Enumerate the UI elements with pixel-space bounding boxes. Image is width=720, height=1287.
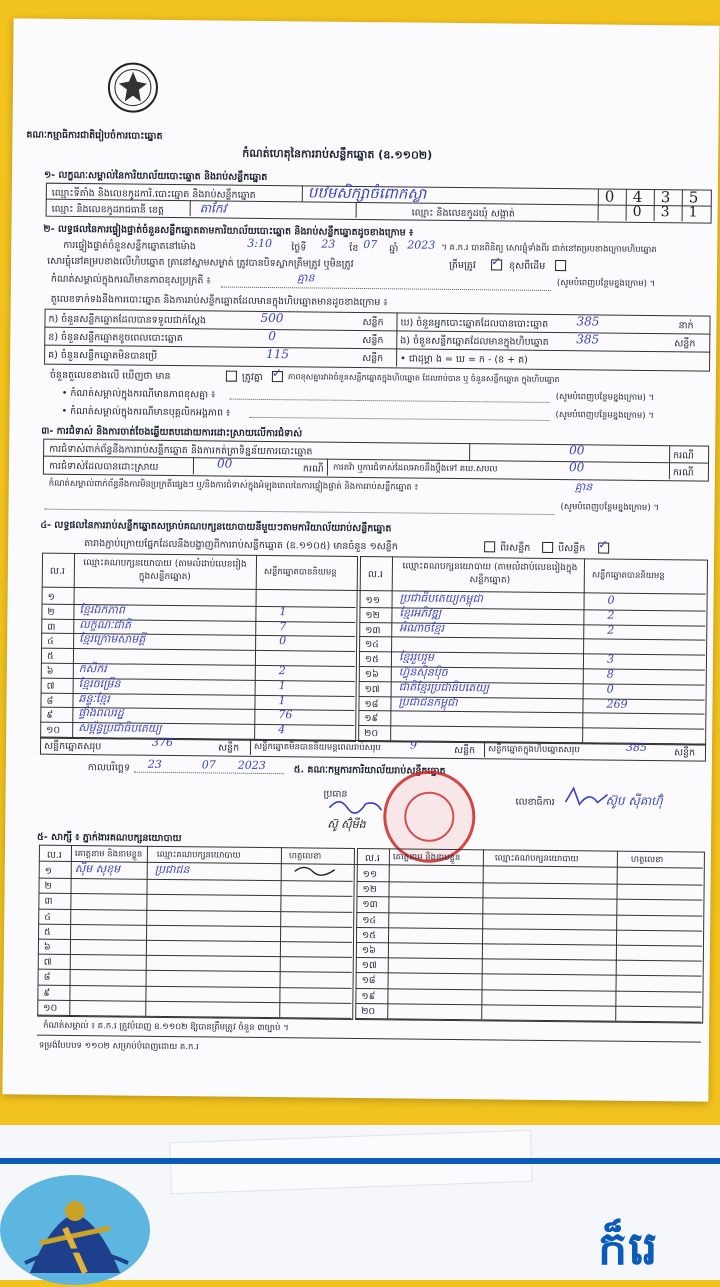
party-row-votes: 269 <box>606 697 628 711</box>
party-row-votes: 8 <box>606 667 614 681</box>
discrepancy-text: ចំនួនតួលេខខាងលើ ឃើញថា មាន <box>49 369 171 382</box>
one-sheet-checkbox[interactable] <box>484 541 495 552</box>
table-divider <box>484 741 485 757</box>
party-row-no: ១៣ <box>365 624 381 636</box>
year-label: ឆ្នាំ <box>389 243 399 255</box>
w-col-no: ល.រ <box>46 849 63 861</box>
unused-ballots-unit: សន្លឹក <box>362 353 384 365</box>
unused-ballots-label: គ) ចំនួនសន្លឹកឆ្នោតមិនបានប្រើ <box>48 349 158 362</box>
date-month: 07 <box>201 758 216 772</box>
commune-label: ឈ្មោះ និងលេខកូដឃុំ សង្កាត់ <box>411 207 515 220</box>
party-row-party: ឆន្ទៈខ្មែរ <box>78 691 110 705</box>
table-divider <box>469 443 470 460</box>
chair-name: ស៊ូ ស៊ុំមីង <box>327 817 366 832</box>
checkmark-icon: ✓ <box>271 366 283 381</box>
party-row-no: ១៤ <box>365 639 380 651</box>
witness-row-no: ១៥ <box>362 929 377 941</box>
secretary-signature <box>561 784 611 811</box>
section1-heading: ១- លក្ខណៈសម្គាល់នៃការិយាល័យបោះឆ្នោត និងរាប់សន្លឹកឆ្នោត <box>43 169 268 183</box>
party-row-votes: 0 <box>607 593 615 607</box>
witness-signature <box>291 861 341 878</box>
day-value: 23 <box>321 237 336 251</box>
party-row-votes: 4 <box>278 723 286 737</box>
party-row-party: ហ៊្វុនស៊ិនប៉ិច <box>398 665 448 679</box>
spoiled-ballots-unit: សន្លឹក <box>362 335 384 347</box>
resolved-label: ការជំទាស់ដែលបានដោះស្រាយ <box>48 460 159 473</box>
resolved-value: 00 <box>216 456 233 471</box>
section5-heading: ៥- សាក្សី ៖ ភ្នាក់ងារគណបក្សនយោបាយ <box>37 831 182 845</box>
party-row-party: អំណាចខ្មែរ <box>399 620 445 635</box>
province-value: តាកែវ <box>199 201 227 216</box>
w-col-party-right: ឈ្មោះគណបក្សនយោបាយ <box>494 853 579 865</box>
witness-row-no: ១៣ <box>362 899 378 911</box>
party-row-no: ៥ <box>46 650 54 662</box>
ballots-in-box-value: 385 <box>576 332 600 347</box>
w-col-name-right: គោត្តនាម និងនាមខ្លួន <box>392 852 461 864</box>
party-row-votes: 2 <box>278 664 286 678</box>
spoiled-ballots-value: 0 <box>268 329 277 344</box>
code-digit-1: 0 <box>604 187 615 206</box>
party-row-party: ខ្មែរចម្រើន <box>78 676 121 691</box>
w-col-name: គោត្តនាម និងនាមខ្លួន <box>74 849 143 860</box>
w-col-no-right: ល.រ <box>364 853 381 865</box>
two-sheets-checkbox[interactable] <box>542 542 553 553</box>
total-invalid-label: សន្លឹកឆ្នោតមិនបាននិយមន្តពេលរាប់សរុប <box>253 741 381 754</box>
total-box-unit: សន្លឹក <box>673 747 696 759</box>
party-row-no: ១ <box>47 591 55 603</box>
irregularities-value: គ្មាន <box>574 480 593 494</box>
col-party-header-right: ឈ្មោះគណបក្សនយោបាយ (តាមលំដាប់លេខរៀងក្នុងសន្លឹកឆ្នោត) <box>402 561 578 586</box>
province-label: ឈ្មោះ និងលេខកូដរាជធានី ខេត្ត <box>51 203 164 216</box>
ballots-in-box-unit: សន្លឹក <box>674 338 696 350</box>
total-box-value: 385 <box>625 740 648 755</box>
party-row-no: ៣ <box>47 621 56 633</box>
total-invalid-unit: សន្លឹក <box>453 744 476 757</box>
table-divider <box>302 185 303 201</box>
two-sheets-label: ពីរសន្លឹក <box>500 542 531 554</box>
month-value: 07 <box>363 238 378 252</box>
party-row-votes: 76 <box>278 708 293 722</box>
discrepancy-note-label: • កំណត់សម្គាល់ក្នុងករណីមានភាពខុសគ្នា ៖ <box>61 387 216 401</box>
witness-row-no: ១៤ <box>362 914 377 926</box>
three-sheets-label: បីសន្លឹក <box>558 543 586 555</box>
voters-value: 385 <box>576 314 600 329</box>
fill-note: (សូមបំពេញបន្ថែមខ្នងក្រោម) ។ <box>556 278 656 290</box>
location-value: បឋមសិក្សាចំពោកស្លា <box>307 183 427 203</box>
party-row-no: ១៩ <box>364 713 379 725</box>
party-row-party: ខ្មែរឯកភាព <box>79 602 125 617</box>
table-divider <box>356 202 357 218</box>
voters-unit: នាក់ <box>678 320 694 332</box>
voters-label: ឃ) ចំនួនអ្នកបោះឆ្នោតដែលបានបោះឆ្នោត <box>400 317 549 330</box>
date-year: 2023 <box>237 758 266 773</box>
code-digit-3: 3 <box>660 188 671 207</box>
received-ballots-unit: សន្លឹក <box>362 317 384 329</box>
not-ok-label: ខុសពីដើម <box>509 260 546 272</box>
witness-row-no: ៥ <box>44 926 51 938</box>
witness-row-no: ២០ <box>361 1005 376 1017</box>
figures-heading: តួលេខទាក់ទងនឹងការបោះឆ្នោត និងការរាប់សន្លឹកឆ្នោតដែលមានក្នុងហិបឆ្នោតមានដូចខាងក្រោម ៖ <box>50 293 388 309</box>
commune-digit-2: 3 <box>660 204 670 221</box>
nec-emblem-icon <box>107 61 160 114</box>
committee-name: គណៈកម្មាធិការជាតិរៀបចំការបោះឆ្នោត <box>26 129 163 142</box>
witness-row-no: ១៧ <box>361 960 377 972</box>
location-label: ឈ្មោះទីតាំង និងលេខកូដការិ.បោះឆ្នោត និងរាប់សន្លឹកឆ្នោត <box>51 187 256 201</box>
commune-digit-1: 0 <box>632 203 642 220</box>
dotted-line <box>230 399 550 403</box>
party-row-no: ៨ <box>46 695 54 707</box>
party-row-votes: 0 <box>279 634 287 648</box>
form-note: ទម្រង់បែបបទ ១១០២ សម្រាប់បំពេញដោយ គ.ក.រ <box>38 1040 199 1053</box>
resolved-unit: ករណី <box>302 463 324 475</box>
secretary-label: លេខាធិការ <box>515 796 555 809</box>
poster-blue-band <box>0 1158 720 1164</box>
checkmark-icon: ✓ <box>598 537 609 552</box>
party-row-no: ១៧ <box>364 683 380 695</box>
witness-row-no: ១២ <box>362 884 377 896</box>
anomaly-value: គ្មាន <box>296 271 315 285</box>
party-row-no: ៧ <box>46 680 55 692</box>
section2-heading: ២- លទ្ធផលនៃការផ្ទៀងផ្ទាត់ចំនួនសន្លឹកឆ្នោតតាមការិយាល័យបោះឆ្នោត និងរាប់សន្លឹកឆ្នោតដូចខាងក្រោម ៖ <box>43 223 414 239</box>
witness-row-no: ៤ <box>44 911 52 923</box>
complaints-counting-label: ការជំទាស់ពាក់ព័ន្ធនឹងការរាប់សន្លឹកឆ្នោត និងការកត់ត្រាទិន្នន័យការបោះឆ្នោត <box>49 443 313 458</box>
table-divider <box>193 457 194 474</box>
party-row-no: ២០ <box>364 728 379 740</box>
total-box-label: សន្លឹកឆ្នោតក្នុងហិបឆ្នោតសរុប <box>487 744 580 756</box>
party-row-no: ១៦ <box>364 669 379 681</box>
witness-row-no: ៣ <box>44 896 53 908</box>
witness-row-no: ២ <box>44 880 52 892</box>
col-no-header: ល.រ <box>49 565 66 577</box>
party-row-votes: 2 <box>607 623 615 637</box>
party-row-party: ខ្មែរក្រោមសាមគ្គី <box>79 632 146 647</box>
date-day: 23 <box>147 757 162 771</box>
commune-digit-3: 1 <box>688 204 698 221</box>
party-row-votes: 2 <box>607 608 615 622</box>
appeal-unit: ករណី <box>672 467 694 479</box>
col-no-header-right: ល.រ <box>367 569 383 581</box>
year-value: 2023 <box>407 238 436 252</box>
witness-row-no: ៨ <box>43 972 51 984</box>
checkmark-icon: ✓ <box>491 254 502 269</box>
party-row-no: ៤ <box>47 636 54 648</box>
committee-sign-label: ៥. គណៈកម្មការការិយាល័យរាប់សន្លឹកឆ្នោត <box>293 764 446 777</box>
party-row-no: ៦ <box>46 665 54 677</box>
date-label: កាលបរិច្ឆេទ <box>87 762 131 774</box>
check-time-value: 3:10 <box>247 236 273 251</box>
form-title: កំណត់ហេតុនៃការរាប់សន្លឹកឆ្នោត (ឧ.១១០២) <box>242 146 433 162</box>
party-row-party: ខ្មែររួបរួម <box>398 650 434 664</box>
party-row-no: ១១ <box>365 595 381 607</box>
month-label: ខែ <box>349 242 359 254</box>
fill-note: (សូមបំពេញបន្ថែមខ្នងក្រោម) ។ <box>555 392 655 404</box>
complaints-counting-unit: ករណី <box>673 450 694 462</box>
witness-row-no: ៦ <box>43 941 51 953</box>
dotted-line <box>249 417 549 421</box>
ok-label: ត្រឹមត្រូវ <box>449 259 476 272</box>
irregularities-label: កំណត់សម្គាល់ពាក់ព័ន្ធនឹងការមិនប្រក្រតីផ្សេងៗ ឬ/និងការជំទាស់ក្នុងអំឡុងពេលនៃការផ្ទៀងផ្ទាត់ និងការរាប់សន្លឹកឆ្នោត ៖ <box>48 478 419 493</box>
party-row-votes: 1 <box>278 678 286 693</box>
attachment-text: តារាងភ្ជាប់ក្រោយផ្នែកដែលនឹងបង្ហាញពីការរាប់សន្លឹកឆ្នោត (ឧ.១១០៥) មានចំនួន ១សន្លឹក <box>84 538 398 553</box>
party-row-party: ប្រជាជនកម្ពុជា <box>398 694 458 709</box>
party-row-no: ៩ <box>46 710 54 722</box>
witness-row-no: ១៨ <box>361 975 376 987</box>
section3-heading: ៣- ការជំទាស់ និងការចាត់ចែងឆ្លើយតបដោយការដោះស្រាយលើការជំទាស់ <box>41 425 303 440</box>
witness-row-no: ១១ <box>362 869 378 881</box>
witness-row-no: ១៩ <box>361 990 376 1002</box>
col-votes-header: សន្លឹកឆ្នោតបាននិយមន្ត <box>263 566 337 578</box>
footnote: កំណត់សម្គាល់ ៖ គ.ក.រ ត្រូវបំពេញ ឧ.១១០២ ឱ្យបានត្រឹមត្រូវ ចំនួន ៣ច្បាប់ ។ <box>43 1020 289 1034</box>
party-row-party: កសិករ <box>78 662 107 676</box>
table-divider <box>250 739 251 755</box>
party-row-votes: 1 <box>279 604 287 619</box>
witness-row-party: ប្រជាជន <box>154 862 190 877</box>
seal-check-text: ។ គ.ក.រ បានពិនិត្យ សោរធ្លុំទាំងពីរ ជាក់នៅគម្របខាងក្រោមហិបឆ្នោត <box>441 242 657 256</box>
poster-heading: ក៏រេ <box>598 1221 659 1275</box>
section4-heading: ៤- លទ្ធផលនៃការរាប់សន្លឹកឆ្នោតសម្រាប់គណបក្សនយោបាយនីមួយៗតាមការិយាល័យរាប់សន្លឹកឆ្នោត <box>40 519 392 535</box>
appeal-value: 00 <box>568 460 585 475</box>
party-row-party: សម្ព័ន្ធប្រជាធិបតេយ្យ <box>78 721 162 736</box>
anomaly-label: កំណត់សម្គាល់ក្នុងករណីមានភាពខុសប្រក្រតី ៖ <box>50 273 211 287</box>
party-row-votes: 1 <box>278 693 286 707</box>
fill-note: (សូមបំពេញបន្ថែមខ្នងក្រោម) ។ <box>560 502 660 514</box>
w-col-sig-right: ហត្ថលេខា <box>630 854 664 866</box>
secretary-name: ស៊ូប ស៊ីគាហ៊ុំ <box>605 793 663 809</box>
not-ok-checkbox[interactable] <box>555 260 566 271</box>
total-valid-unit: សន្លឹក <box>217 742 240 754</box>
has-discrepancy-checkbox[interactable] <box>226 371 237 382</box>
match-label: ត្រូវគ្នា <box>241 371 263 383</box>
party-row-votes: 7 <box>279 619 287 633</box>
dotted-line <box>134 772 284 775</box>
col-party-header: ឈ្មោះគណបក្សនយោបាយ (តាមលំដាប់លេខរៀងក្នុងសន្លឹកឆ្នោត) <box>83 558 247 583</box>
chair-signature <box>325 794 385 817</box>
party-row-party: ផ្ទាំងពលរដ្ឋ <box>78 706 124 720</box>
code-digit-2: 4 <box>632 187 643 206</box>
party-row-no: ១២ <box>365 609 380 621</box>
witness-row-no: ៩ <box>43 987 51 999</box>
table-divider <box>190 200 191 216</box>
ballots-in-box-label: ង) ចំនួនសន្លឹកឆ្នោតដែលមានក្នុងហិបឆ្នោត <box>400 335 549 348</box>
day-label: ថ្ងៃទី <box>291 242 307 254</box>
received-ballots-value: 500 <box>260 310 284 326</box>
dotted-line <box>221 287 551 291</box>
party-row-no: ១៨ <box>364 698 379 710</box>
code-digit-4: 5 <box>688 188 699 207</box>
total-valid-value: 376 <box>152 735 174 750</box>
witness-row-no: ១០ <box>43 1002 58 1014</box>
total-valid-label: សន្លឹកឆ្នោតសរុប <box>43 740 102 753</box>
w-col-sig: ហត្ថលេខា <box>288 851 322 862</box>
election-form-sheet <box>2 18 719 1101</box>
party-row-party: ជាតិខ្មែរប្រជាធិបតេយ្យ <box>398 680 490 695</box>
received-ballots-label: ក) ចំនួនសន្លឹកឆ្នោតដែលបានទទួលជាក់ស្ដែង <box>48 313 207 327</box>
staff-note-label: • កំណត់សម្គាល់ក្នុងករណីមានបុគ្គលិកអង្គភាព ៖ <box>61 405 231 419</box>
formula-note: • ជាដុម្ពា ង = ឃ = ក - (ខ + គ) <box>400 353 528 366</box>
witness-row-name: ស៊ឹម សុខុម <box>74 862 121 876</box>
w-col-party: ឈ្មោះគណបក្សនយោបាយ <box>156 849 241 861</box>
fill-note: (សូមបំពេញបន្ថែមខ្នងក្រោម) ។ <box>555 410 654 422</box>
witness-row-no: ១៦ <box>361 945 376 957</box>
witness-row-no: ១ <box>44 865 52 877</box>
seal-check-text-2: សោរធ្លុំនៅគម្របខាងលើហិបឆ្នោត ត្រានៅស្នាមសម្ងាត់ ត្រូវបានបិទស្លាកត្រឹមត្រូវ ឬមិនត្រូវ <box>47 255 354 270</box>
total-invalid-value: 9 <box>409 738 418 752</box>
col-votes-header-right: សន្លឹកឆ្នោតបាននិយមន្ត <box>591 570 665 582</box>
spoiled-ballots-label: ខ) ចំនួនសន្លឹកឆ្នោតខូចពេលបោះឆ្នោត <box>48 331 183 345</box>
check-time-label: ការផ្ទៀងផ្ទាត់ចំនួនសន្លឹកឆ្នោតនៅម៉ោង <box>63 239 196 253</box>
party-row-votes: 0 <box>606 682 614 696</box>
table-divider <box>327 459 328 476</box>
complaints-counting-value: 00 <box>569 443 585 458</box>
apsara-emblem-icon <box>0 1175 150 1285</box>
witness-table-right <box>355 848 705 1024</box>
party-row-party: ខ្មែរអភិវឌ្ឍ <box>399 606 442 620</box>
party-row-votes: 3 <box>606 652 615 666</box>
party-row-no: ២ <box>47 606 55 618</box>
dotted-line <box>45 509 555 515</box>
party-row-no: ១៥ <box>364 654 379 666</box>
witness-row-no: ៧ <box>43 956 52 968</box>
chair-label: ប្រធាន <box>323 788 348 800</box>
discrepancy-text-2: ភាពខុសគ្នារវាងចំនួនសន្លឹកឆ្នោតក្នុងហិបឆ្នោត ដែលរាប់បាន ឬ ចំនួនសន្លឹកឆ្នោត ក្នុងហិបឆ្នោត <box>287 372 560 385</box>
party-row-party: ប្រជាធិបតេយ្យកម្ពុជា <box>399 591 484 606</box>
party-row-no: ១០ <box>46 724 61 737</box>
party-row-party: លក្ខណៈជាតិ <box>79 617 132 632</box>
appeal-label: ការតវ៉ា ឬការជំទាស់ដែលអាចនឹងប្ដឹងទៅ គឃ.សបល <box>332 462 498 475</box>
unused-ballots-value: 115 <box>266 346 290 362</box>
